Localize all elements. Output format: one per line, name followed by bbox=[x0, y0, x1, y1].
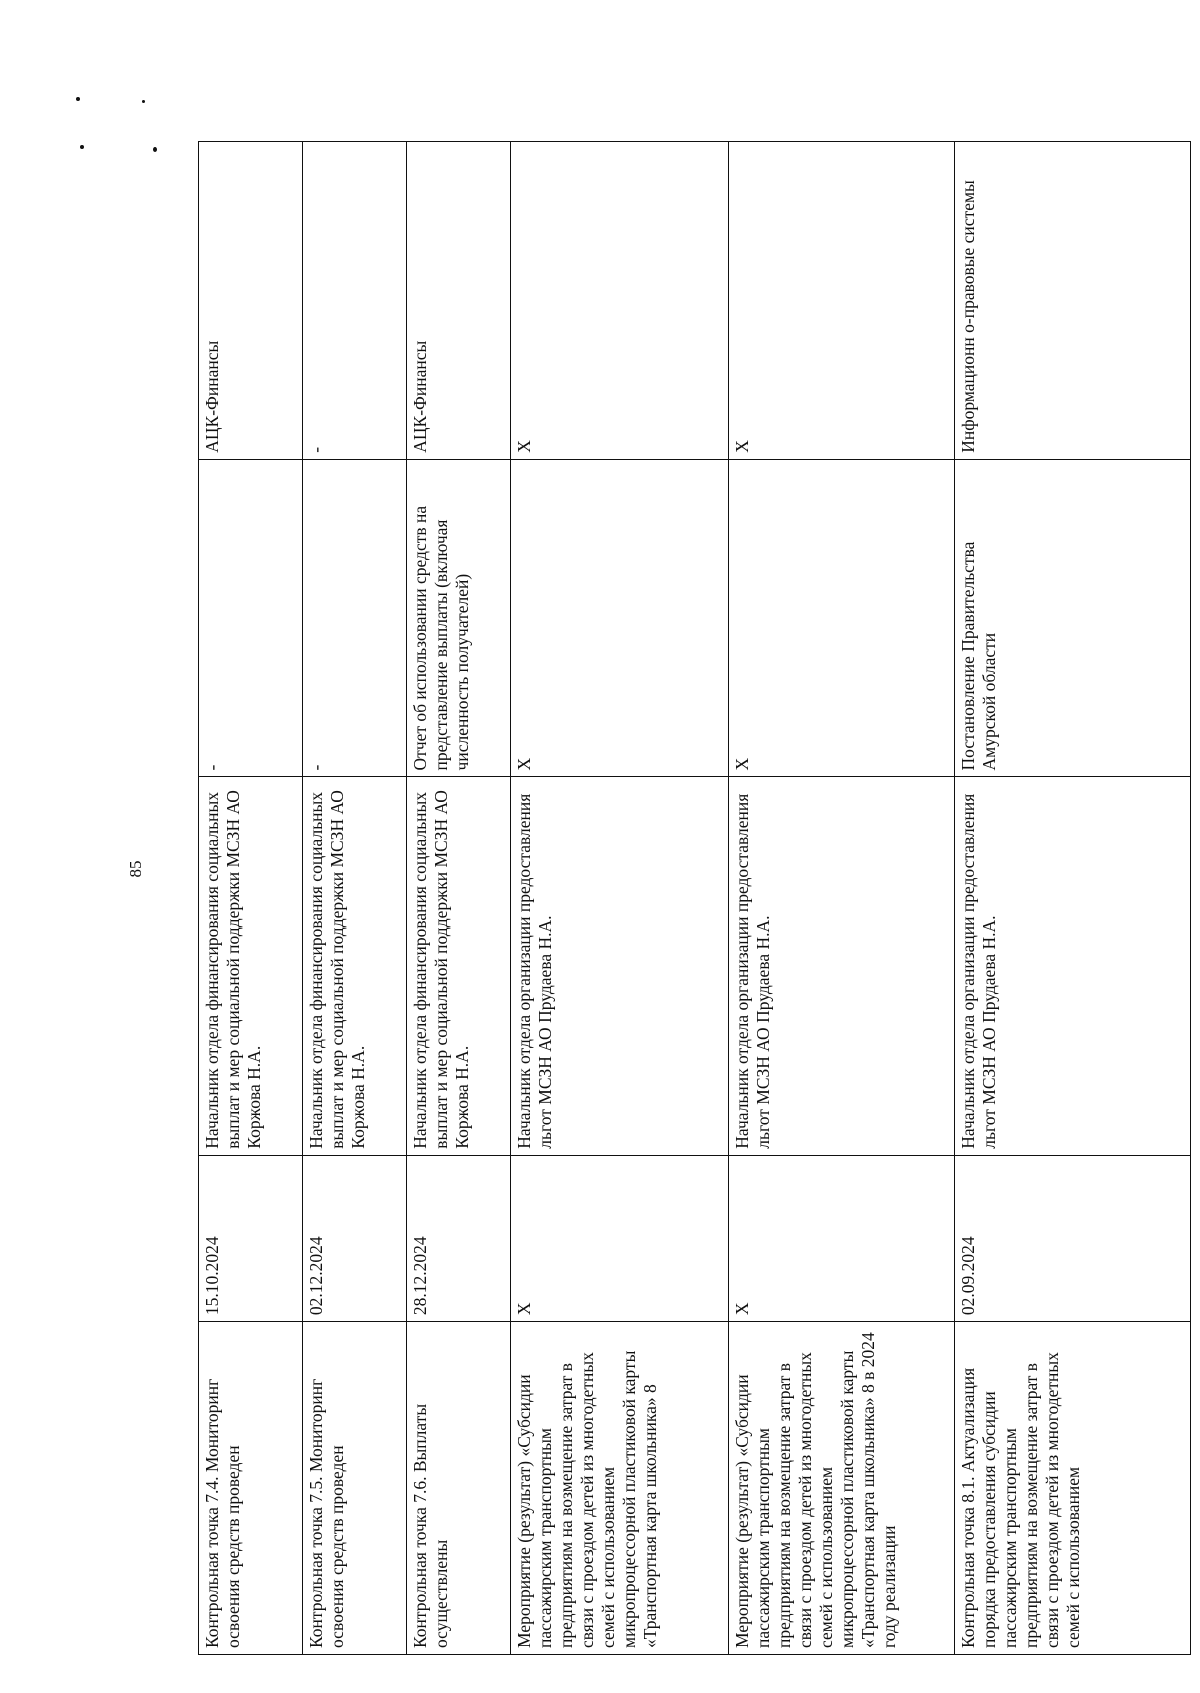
due-date: 02.12.2024 bbox=[303, 1155, 407, 1321]
information-system: АЦК-Финансы bbox=[407, 142, 511, 460]
schedule-table bbox=[198, 141, 1191, 1655]
table-row bbox=[511, 142, 729, 1655]
scan-speck bbox=[142, 100, 145, 103]
confirming-document: Х bbox=[511, 459, 729, 777]
due-date: 15.10.2024 bbox=[199, 1155, 303, 1321]
responsible-person: Начальник отдела финансирования социальных выплат и мер социальной поддержки МСЗН АО Коржова Н.А. bbox=[407, 777, 511, 1155]
confirming-document: Постановление Правительства Амурской области bbox=[955, 459, 1191, 777]
control-point-name: Контрольная точка 7.5. Мониторинг освоения средств проведен bbox=[303, 1322, 407, 1655]
information-system: АЦК-Финансы bbox=[199, 142, 303, 460]
scan-speck bbox=[80, 145, 84, 149]
due-date: 28.12.2024 bbox=[407, 1155, 511, 1321]
confirming-document: - bbox=[303, 459, 407, 777]
due-date: Х bbox=[729, 1155, 955, 1321]
information-system: Х bbox=[511, 142, 729, 460]
confirming-document: Отчет об использовании средств на представление выплаты (включая численность получателей) bbox=[407, 459, 511, 777]
rotated-table bbox=[198, 141, 1190, 1655]
responsible-person: Начальник отдела организации предоставления льгот МСЗН АО Прудаева Н.А. bbox=[955, 777, 1191, 1155]
scan-speck bbox=[76, 97, 80, 101]
control-point-name: Контрольная точка 7.6. Выплаты осуществлены bbox=[407, 1322, 511, 1655]
responsible-person: Начальник отдела финансирования социальных выплат и мер социальной поддержки МСЗН АО Коржова Н.А. bbox=[303, 777, 407, 1155]
table-row bbox=[303, 142, 407, 1655]
confirming-document: - bbox=[199, 459, 303, 777]
responsible-person: Начальник отдела финансирования социальных выплат и мер социальной поддержки МСЗН АО Коржова Н.А. bbox=[199, 777, 303, 1155]
control-point-name: Мероприятие (результат) «Субсидии пассажирским транспортным предприятиям на возмещение затрат в связи с проездом детей из многодетных семей с использованием микропроцессорной пластиковой карты «Транспортная карта школьника» 8 bbox=[511, 1322, 729, 1655]
due-date: 02.09.2024 bbox=[955, 1155, 1191, 1321]
responsible-person: Начальник отдела организации предоставления льгот МСЗН АО Прудаева Н.А. bbox=[511, 777, 729, 1155]
table-row bbox=[199, 142, 303, 1655]
table-row bbox=[729, 142, 955, 1655]
confirming-document: Х bbox=[729, 459, 955, 777]
information-system: Х bbox=[729, 142, 955, 460]
table-row bbox=[955, 142, 1191, 1655]
information-system: Информационн о-правовые системы bbox=[955, 142, 1191, 460]
control-point-name: Мероприятие (результат) «Субсидии пассажирским транспортным предприятиям на возмещение затрат в связи с проездом детей из многодетных семей с использованием микропроцессорной пластиковой карты «Транспортная карта школьника» 8 в 2024 году реализации bbox=[729, 1322, 955, 1655]
control-point-name: Контрольная точка 7.4. Мониторинг освоения средств проведен bbox=[199, 1322, 303, 1655]
scan-speck bbox=[153, 147, 157, 152]
due-date: Х bbox=[511, 1155, 729, 1321]
information-system: - bbox=[303, 142, 407, 460]
control-point-name: Контрольная точка 8.1. Актуализация порядка предоставления субсидии пассажирским транспортным предприятиям на возмещение затрат в связи с проездом детей из многодетных семей с использованием bbox=[955, 1322, 1191, 1655]
table-row bbox=[407, 142, 511, 1655]
page-number: 85 bbox=[126, 860, 145, 878]
table-container bbox=[198, 141, 1190, 1655]
responsible-person: Начальник отдела организации предоставления льгот МСЗН АО Прудаева Н.А. bbox=[729, 777, 955, 1155]
